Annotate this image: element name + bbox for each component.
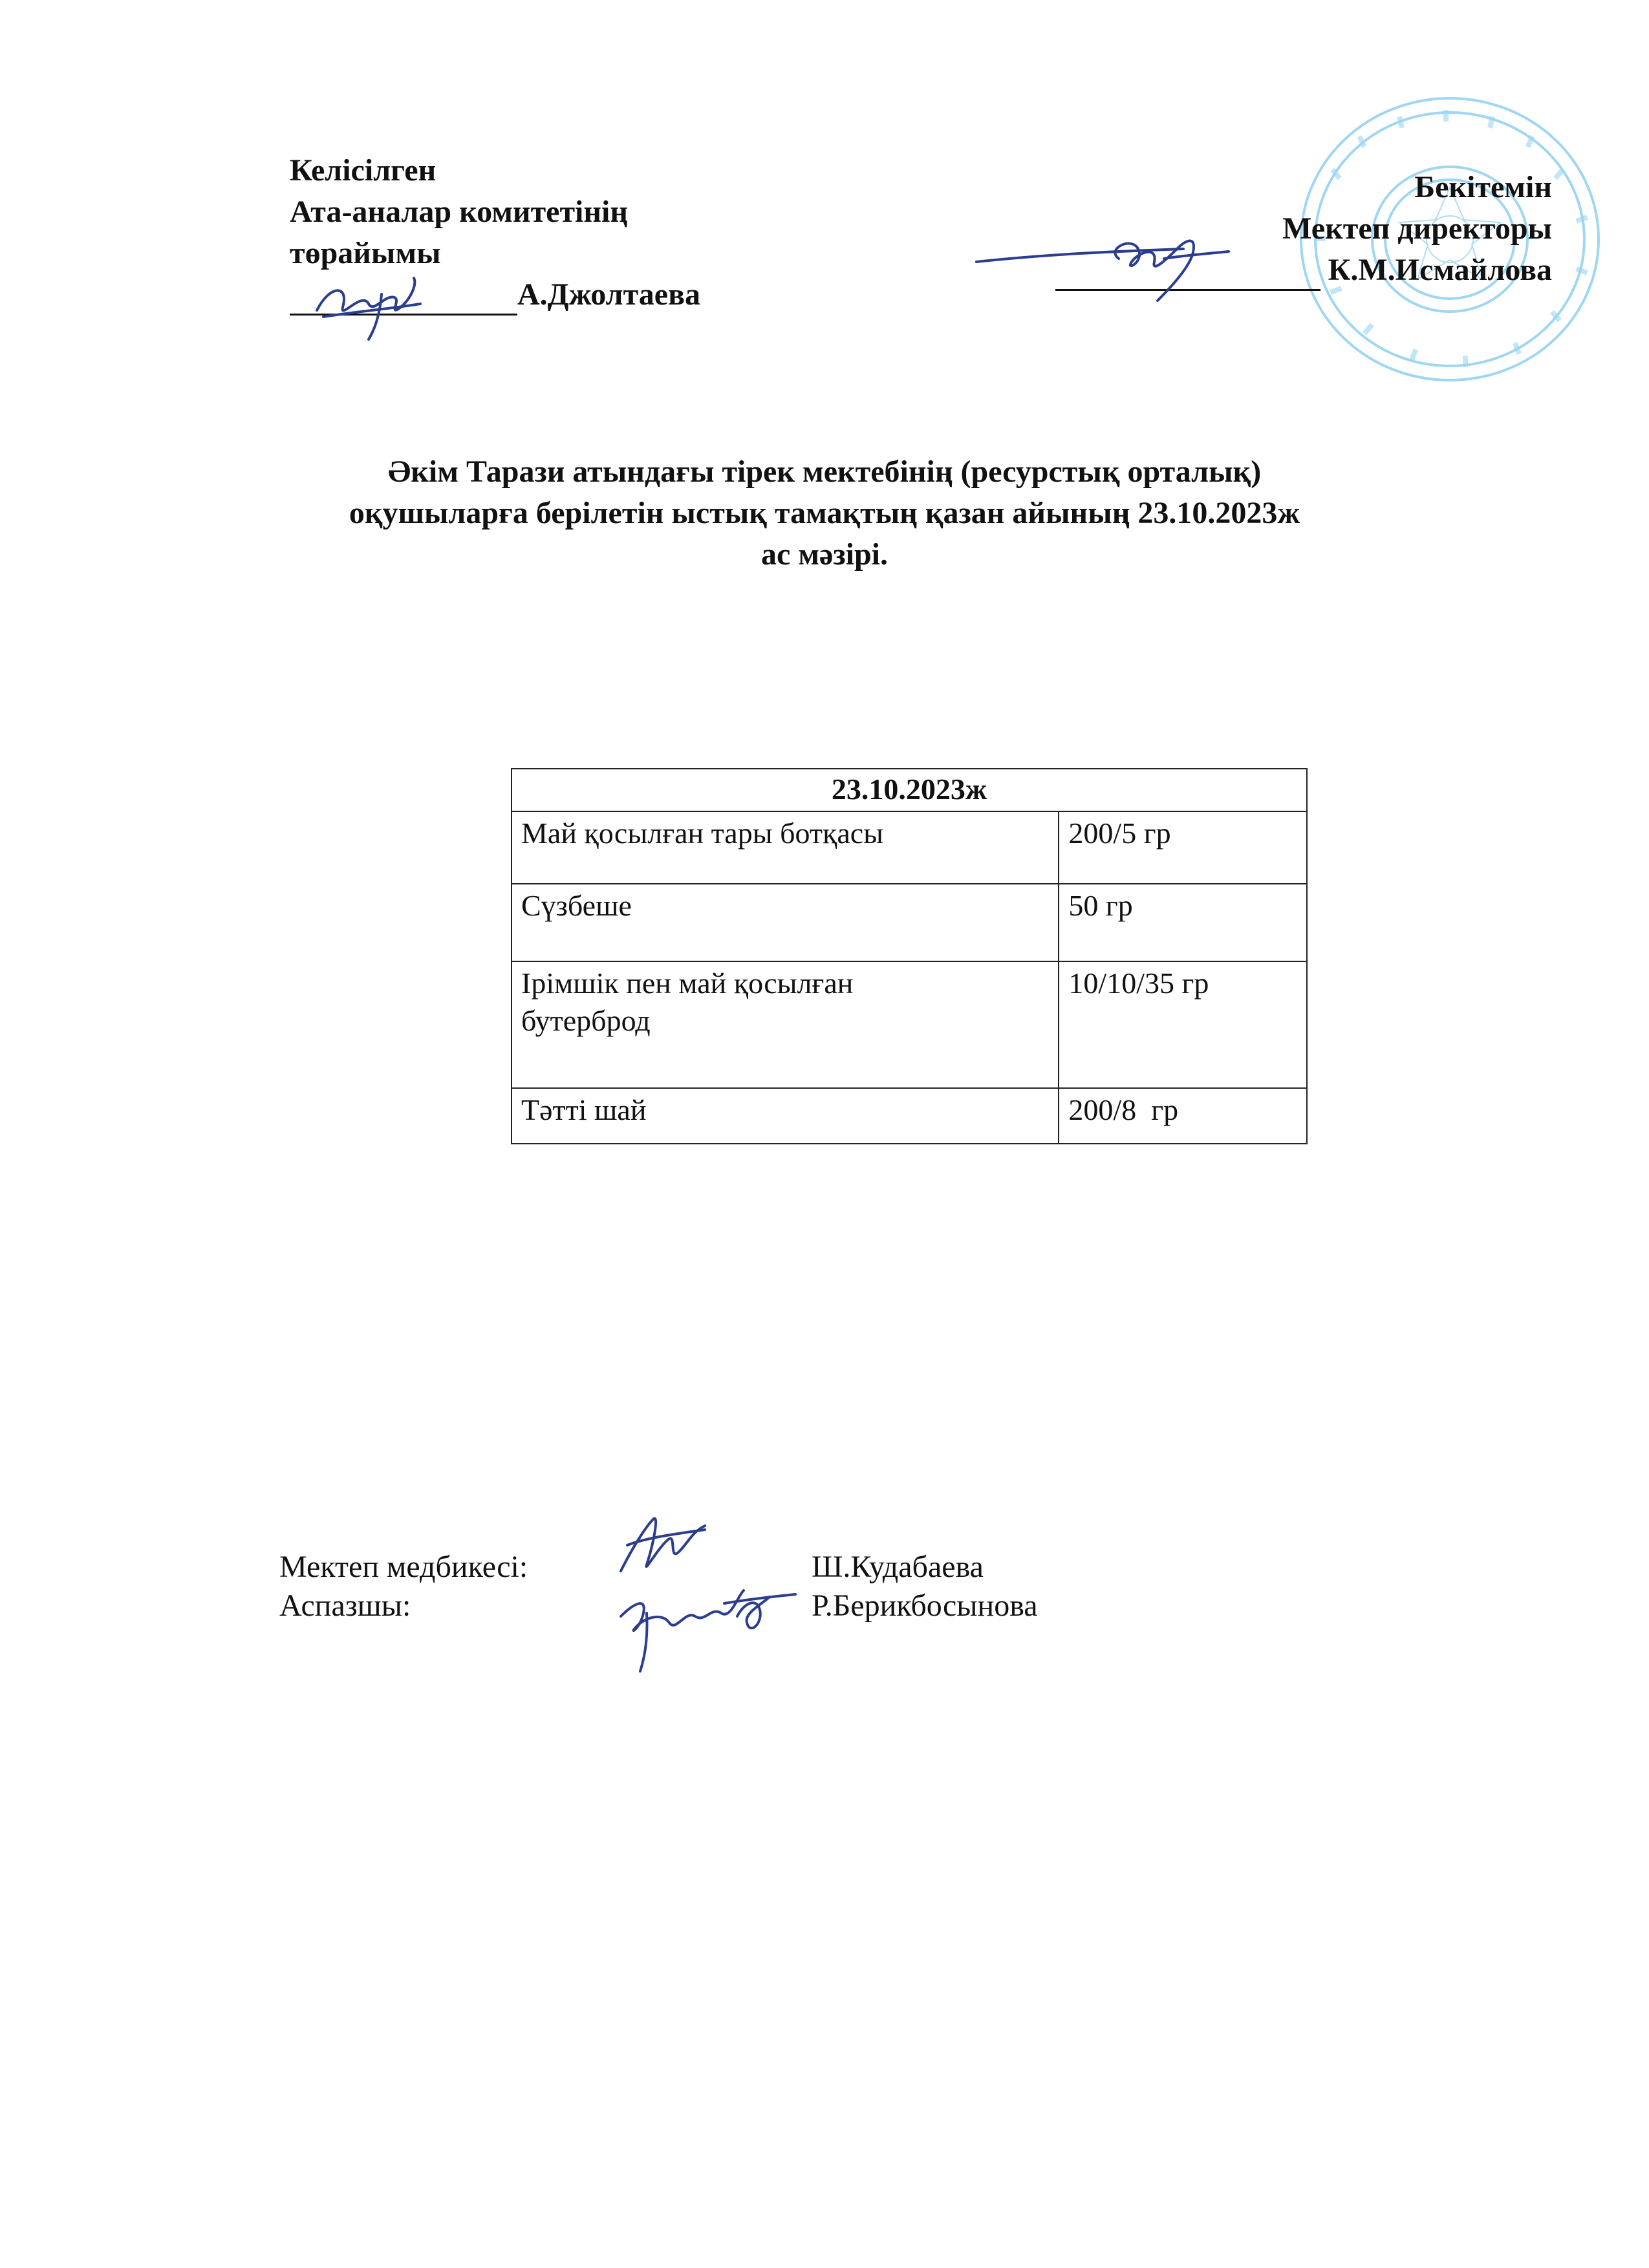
dish-cell: Тәтті шай	[512, 1088, 1059, 1144]
cook-label: Аспазшы:	[279, 1589, 411, 1623]
table-row	[512, 1088, 1307, 1144]
nurse-label: Мектеп медбикесі:	[279, 1550, 528, 1584]
dish-cell: Ірімшік пен май қосылған бутерброд	[512, 961, 1059, 1088]
cook-name: Р.Берикбосынова	[812, 1589, 1038, 1623]
weight-cell: 200/8 гр	[1059, 1088, 1307, 1144]
signature-staff-icon	[608, 1506, 808, 1674]
title-line-1: Әкім Тарази атындағы тірек мектебінің (ресурстық орталық)	[387, 455, 1262, 489]
table-header-row	[512, 769, 1307, 811]
nurse-name: Ш.Кудабаева	[812, 1550, 984, 1584]
menu-date-header: 23.10.2023ж	[512, 769, 1307, 811]
footer-labels	[279, 1548, 528, 1625]
signer-name-right: К.М.Исмайлова	[1328, 253, 1552, 287]
signature-left-icon	[304, 272, 433, 343]
title-line-2: оқушыларға берілетін ыстық тамақтың қазан айының 23.10.2023ж	[349, 496, 1300, 530]
director-label: Мектеп директоры	[1282, 211, 1552, 246]
footer-names	[812, 1548, 1038, 1625]
agreed-label: Келісілген	[290, 153, 436, 187]
table-row	[512, 884, 1307, 961]
parents-committee-label: Ата-аналар комитетінің	[290, 195, 629, 229]
signature-right-icon	[970, 223, 1255, 307]
table-row	[512, 811, 1307, 884]
title-line-3: ас мәзірі.	[761, 537, 888, 572]
document-title	[194, 451, 1455, 575]
signer-name-left: А.Джолтаева	[517, 277, 700, 312]
weight-cell: 10/10/35 гр	[1059, 961, 1307, 1088]
chairwoman-label: төрайымы	[290, 236, 441, 270]
weight-cell: 50 гр	[1059, 884, 1307, 961]
approve-label: Бекітемін	[1414, 170, 1552, 204]
menu-table	[511, 768, 1308, 1144]
dish-cell: Май қосылған тары ботқасы	[512, 811, 1059, 884]
weight-cell: 200/5 гр	[1059, 811, 1307, 884]
dish-cell: Сүзбеше	[512, 884, 1059, 961]
table-row	[512, 961, 1307, 1088]
